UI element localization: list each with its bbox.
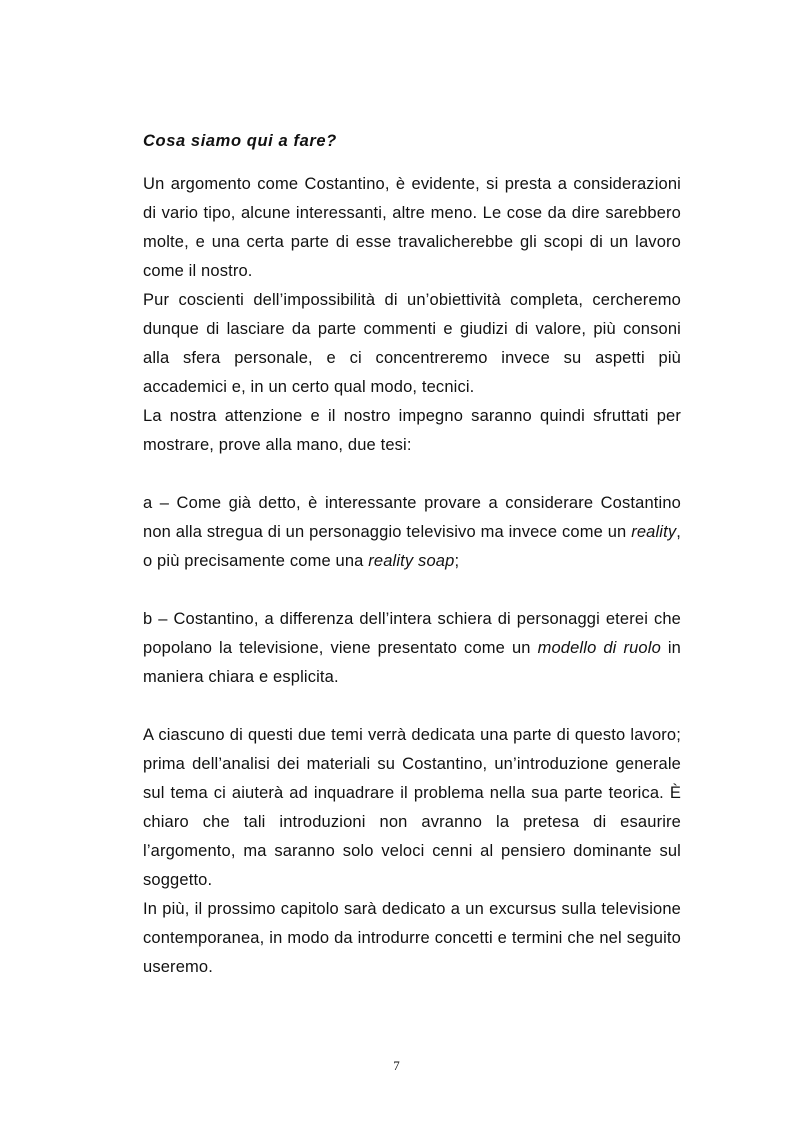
thesis-a-emphasis-reality: reality xyxy=(631,523,677,541)
thesis-a-text-3: ; xyxy=(454,552,460,570)
section-heading: Cosa siamo qui a fare? xyxy=(143,132,337,150)
paragraph-spacer xyxy=(143,576,681,605)
paragraph-theses-intro: La nostra attenzione e il nostro impegno saranno quindi sfruttati per mostrare, prove alla mano, due tesi: xyxy=(143,407,681,454)
page-number: 7 xyxy=(393,1058,400,1073)
body-text xyxy=(143,170,681,982)
paragraph-structure: A ciascuno di questi due temi verrà dedicata una parte di questo lavoro; prima dell’analisi dei materiali su Costantino, un’introduzione generale sul tema ci aiuterà ad inquadrare il problema nella sua parte teorica. È chiaro che tali introduzioni non avranno la pretesa di esaurire l’argomento, ma saranno solo veloci cenni al pensiero dominante sul soggetto. xyxy=(143,726,681,889)
thesis-item-a xyxy=(143,489,681,576)
paragraph-spacer xyxy=(143,692,681,721)
thesis-a-text-2: , o più precisamente come una xyxy=(143,523,681,570)
thesis-a-emphasis-reality-soap: reality soap xyxy=(368,552,455,570)
thesis-a-text-1: a – Come già detto, è interessante provare a considerare Costantino non alla stregua di un personaggio televisivo ma invece come un xyxy=(143,494,681,541)
paragraph-next-chapter: In più, il prossimo capitolo sarà dedicato a un excursus sulla televisione contemporanea, in modo da introdurre concetti e termini che nel seguito useremo. xyxy=(143,900,681,976)
paragraph-approach: Pur coscienti dell’impossibilità di un’obiettività completa, cercheremo dunque di lasciare da parte commenti e giudizi di valore, più consoni alla sfera personale, e ci concentreremo invece su aspetti più accademici e, in un certo qual modo, tecnici. xyxy=(143,291,681,396)
paragraph-spacer xyxy=(143,460,681,489)
thesis-b-emphasis-role-model: modello di ruolo xyxy=(537,639,661,657)
thesis-b-text-2: in maniera chiara e esplicita. xyxy=(143,639,681,686)
thesis-item-b xyxy=(143,605,681,692)
paragraph-intro: Un argomento come Costantino, è evidente, si presta a considerazioni di vario tipo, alcune interessanti, altre meno. Le cose da dire sarebbero molte, e una certa parte di esse travalicherebbe gli scopi di un lavoro come il nostro. xyxy=(143,175,681,280)
thesis-b-text-1: b – Costantino, a differenza dell’intera schiera di personaggi eterei che popolano la televisione, viene presentato come un xyxy=(143,610,681,657)
